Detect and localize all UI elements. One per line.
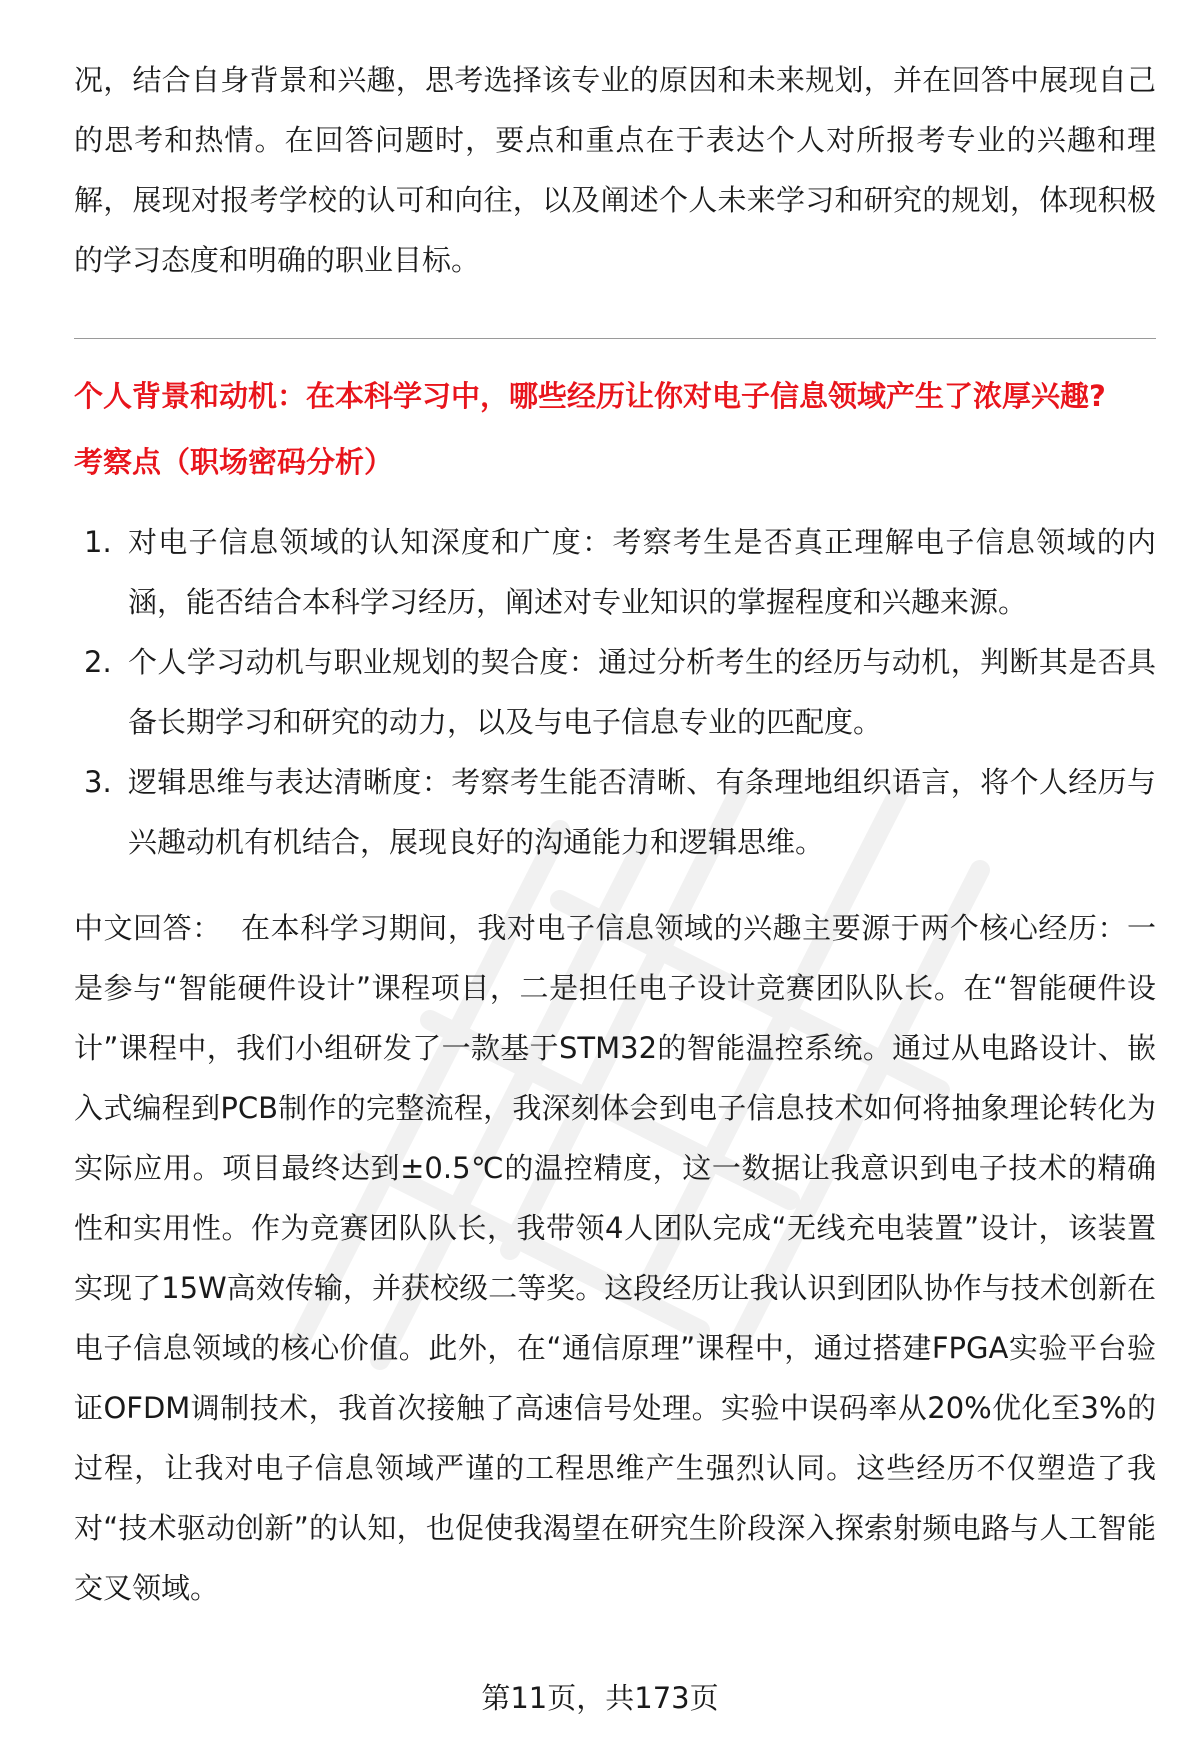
- answer-text: 在本科学习期间，我对电子信息领域的兴趣主要源于两个核心经历：一是参与“智能硬件设计”课程项目，二是担任电子设计竞赛团队队长。在“智能硬件设计”课程中，我们小组研发了一款基于STM32的智能温控系统。通过从电路设计、嵌入式编程到PCB制作的完整流程，我深刻体会到电子信息技术如何将抽象理论转化为实际应用。项目最终达到±0.5℃的温控精度，这一数据让我意识到电子技术的精确性和实用性。作为竞赛团队队长，我带领4人团队完成“无线充电装置”设计，该装置实现了15W高效传输，并获校级二等奖。这段经历让我认识到团队协作与技术创新在电子信息领域的核心价值。此外，在“通信原理”课程中，通过搭建FPGA实验平台验证OFDM调制技术，我首次接触了高速信号处理。实验中误码率从20%优化至3%的过程，让我对电子信息领域严谨的工程思维产生强烈认同。这些经历不仅塑造了我对“技术驱动创新”的认知，也促使我渴望在研究生阶段深入探索射频电路与人工智能交叉领域。: [74, 911, 1156, 1605]
- list-item: [74, 632, 1156, 752]
- list-item: [74, 752, 1156, 872]
- intro-block: [74, 50, 1156, 290]
- assessment-subheading: 考察点（职场密码分析）: [74, 445, 394, 479]
- page-footer: [0, 1668, 1200, 1728]
- list-item-number: 2.: [84, 645, 112, 679]
- page-number-label: 第11页，共173页: [481, 1681, 719, 1715]
- intro-paragraph: 况，结合自身背景和兴趣，思考选择该专业的原因和未来规划，并在回答中展现自己的思考和热情。在回答问题时，要点和重点在于表达个人对所报考专业的兴趣和理解，展现对报考学校的认可和向往，以及阐述个人未来学习和研究的规划，体现积极的学习态度和明确的职业目标。: [74, 63, 1156, 277]
- list-item-text: 个人学习动机与职业规划的契合度：通过分析考生的经历与动机，判断其是否具备长期学习和研究的动力，以及与电子信息专业的匹配度。: [128, 645, 1156, 739]
- list-item-text: 对电子信息领域的认知深度和广度：考察考生是否真正理解电子信息领域的内涵，能否结合本科学习经历，阐述对专业知识的掌握程度和兴趣来源。: [128, 525, 1156, 619]
- list-item-number: 1.: [84, 525, 112, 559]
- assessment-points-list: [74, 512, 1156, 872]
- list-item-text: 逻辑思维与表达清晰度：考察考生能否清晰、有条理地组织语言，将个人经历与兴趣动机有机结合，展现良好的沟通能力和逻辑思维。: [128, 765, 1156, 859]
- answer-paragraph: [74, 898, 1156, 1618]
- question-heading: 个人背景和动机：在本科学习中，哪些经历让你对电子信息领域产生了浓厚兴趣?: [74, 379, 1106, 413]
- answer-label: 中文回答：: [74, 911, 222, 945]
- section-divider: [74, 338, 1156, 339]
- list-item: [74, 512, 1156, 632]
- list-item-number: 3.: [84, 765, 112, 799]
